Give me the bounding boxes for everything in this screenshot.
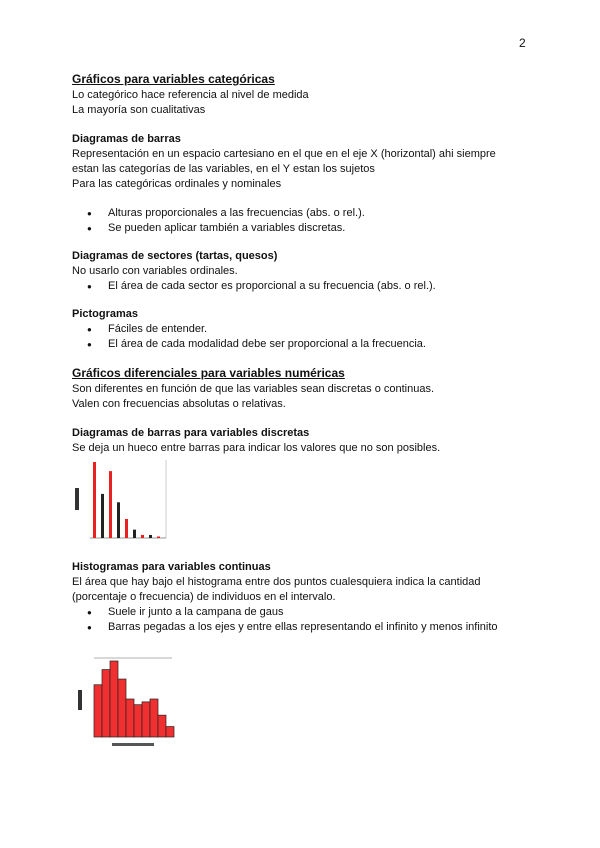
bullet-item: ● Suele ir junto a la campana de gaus [90,605,284,620]
x-axis-label [112,743,154,746]
histogram-bar [126,699,134,737]
heading-numericas: Gráficos diferenciales para variables numéricas [72,366,345,380]
bar [101,494,104,538]
bar-chart-figure [72,458,172,542]
bullet-item: ● El área de cada sector es proporcional a su frecuencia (abs. o rel.). [90,279,436,294]
page-number: 2 [519,36,526,50]
histogram-bar [158,715,166,737]
heading-diagramas-barras: Diagramas de barras [72,133,181,145]
histogram-bar [94,685,102,737]
heading-sectores: Diagramas de sectores (tartas, quesos) [72,250,278,262]
histogram-bar [166,727,174,737]
bar [141,535,144,538]
text-line: estan las categorías de las variables, en el Y estan los sujetos [72,163,375,175]
histogram-bar [142,702,150,737]
heading-categoricas: Gráficos para variables categóricas [72,72,275,86]
text-line: Se deja un hueco entre barras para indicar los valores que no son posibles. [72,442,441,454]
histogram-bar [110,661,118,737]
bullet-item: ● Se pueden aplicar también a variables discretas. [90,221,345,236]
bullet-item: ● Fáciles de entender. [90,322,207,337]
y-axis-label [75,488,79,510]
bar [93,462,96,538]
heading-pictogramas: Pictogramas [72,308,139,320]
text-line: No usarlo con variables ordinales. [72,265,238,277]
bar [125,519,128,538]
histogram-bar [118,679,126,737]
bullet-item: ● El área de cada modalidad debe ser proporcional a la frecuencia. [90,337,426,352]
histogram-bar [134,705,142,737]
text-line: La mayoría son cualitativas [72,104,206,116]
text-line: Representación en un espacio cartesiano en el que en el eje X (horizontal) ahi siempre [72,148,496,160]
text-line: Son diferentes en función de que las variables sean discretas o continuas. [72,383,435,395]
text-line: El área que hay bajo el histograma entre dos puntos cualesquiera indica la cantidad [72,576,481,588]
bar [117,502,120,538]
histogram-figure [72,655,177,750]
bar [157,536,160,538]
bar [109,471,112,538]
histogram-bar [102,670,110,737]
text-line: Para las categóricas ordinales y nominales [72,178,282,190]
heading-histogramas: Histogramas para variables continuas [72,561,271,573]
bullet-item: ● Barras pegadas a los ejes y entre ellas representando el infinito y menos infinito [90,620,498,635]
bar [149,535,152,538]
text-line: Lo categórico hace referencia al nivel de medida [72,89,309,101]
heading-barras-discretas: Diagramas de barras para variables discretas [72,427,310,439]
text-line: Valen con frecuencias absolutas o relativas. [72,398,286,410]
bar [133,530,136,538]
y-axis-label [78,690,82,710]
histogram-bar [150,699,158,737]
text-line: (porcentaje o frecuencia) de individuos en el intervalo. [72,591,336,603]
bullet-item: ● Alturas proporcionales a las frecuencias (abs. o rel.). [90,206,365,221]
